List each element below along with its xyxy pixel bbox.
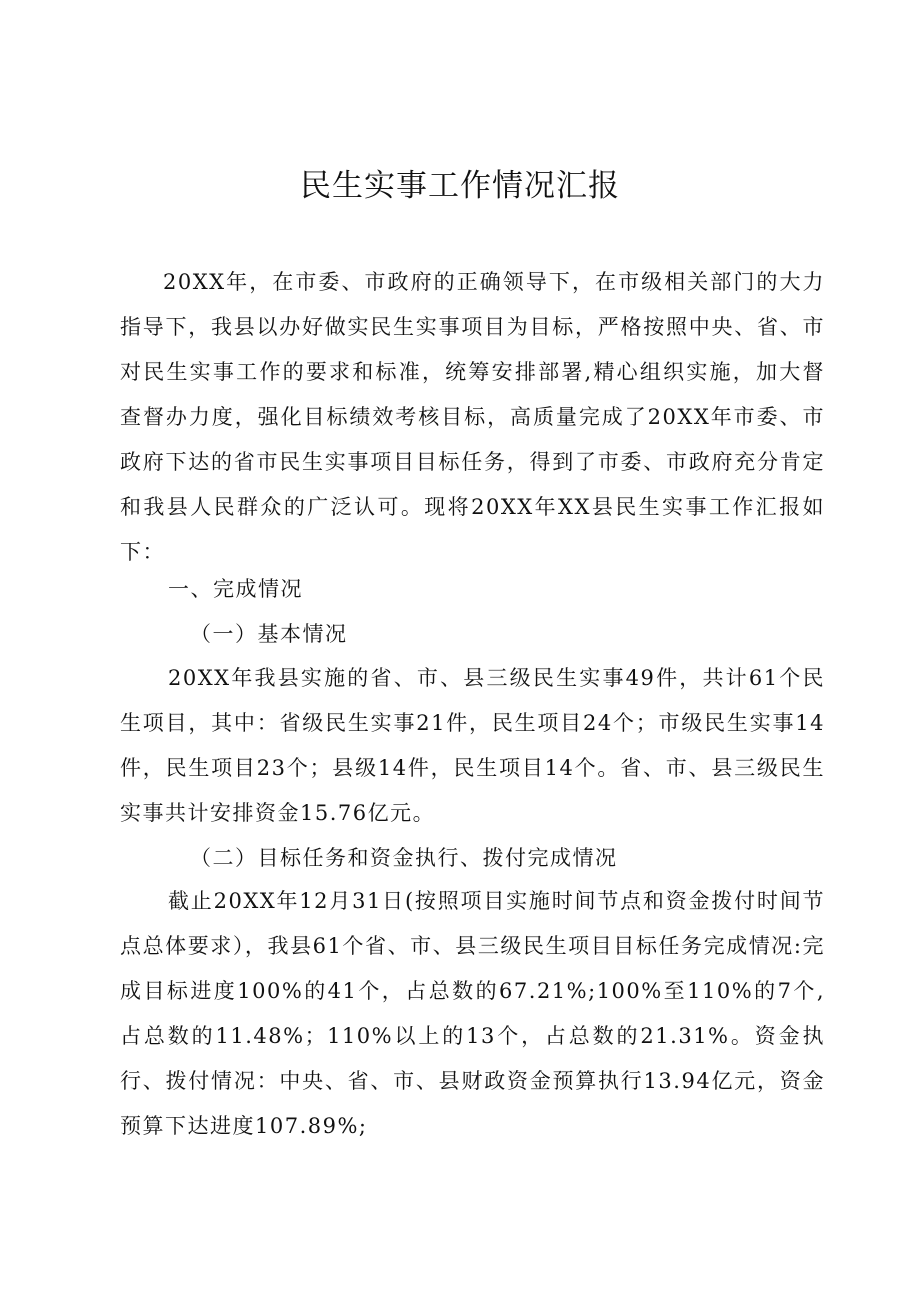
subsection-heading-targets-funds: （二）目标任务和资金执行、拨付完成情况 bbox=[190, 846, 618, 870]
section-heading-completion: 一、完成情况 bbox=[168, 577, 303, 601]
document-title: 民生实事工作情况汇报 bbox=[300, 168, 620, 204]
targets-funds-paragraph: 截止20XX年12月31日(按照项目实施时间节点和资金拨付时间节点总体要求），我县61个省、市、县三级民生项目目标任务完成情况:完成目标进度100%的41个，占总数的67.21%;100%至110%的7个, 占总数的11.48%；110%以上的13个，占总数的21.31%。资金执行、拨付情况：中央、省、市、县财政资金预算执行13.94亿元，资金预算下达进度107.89%; bbox=[120, 889, 825, 1138]
subsection-heading-basic: （一）基本情况 bbox=[190, 622, 348, 646]
intro-paragraph: 20XX年，在市委、市政府的正确领导下，在市级相关部门的大力指导下，我县以办好做实民生实事项目为目标，严格按照中央、省、市对民生实事工作的要求和标准，统筹安排部署,精心组织实施，加大督查督办力度，强化目标绩效考核目标，高质量完成了20XX年市委、市政府下达的省市民生实事项目目标任务，得到了市委、市政府充分肯定和我县人民群众的广泛认可。现将20XX年XX县民生实事工作汇报如下： bbox=[120, 270, 825, 564]
basic-situation-paragraph: 20XX年我县实施的省、市、县三级民生实事49件，共计61个民生项目，其中：省级民生实事21件，民生项目24个；市级民生实事14件，民生项目23个；县级14件，民生项目14个。省、市、县三级民生实事共计安排资金15.76亿元。 bbox=[120, 666, 825, 825]
